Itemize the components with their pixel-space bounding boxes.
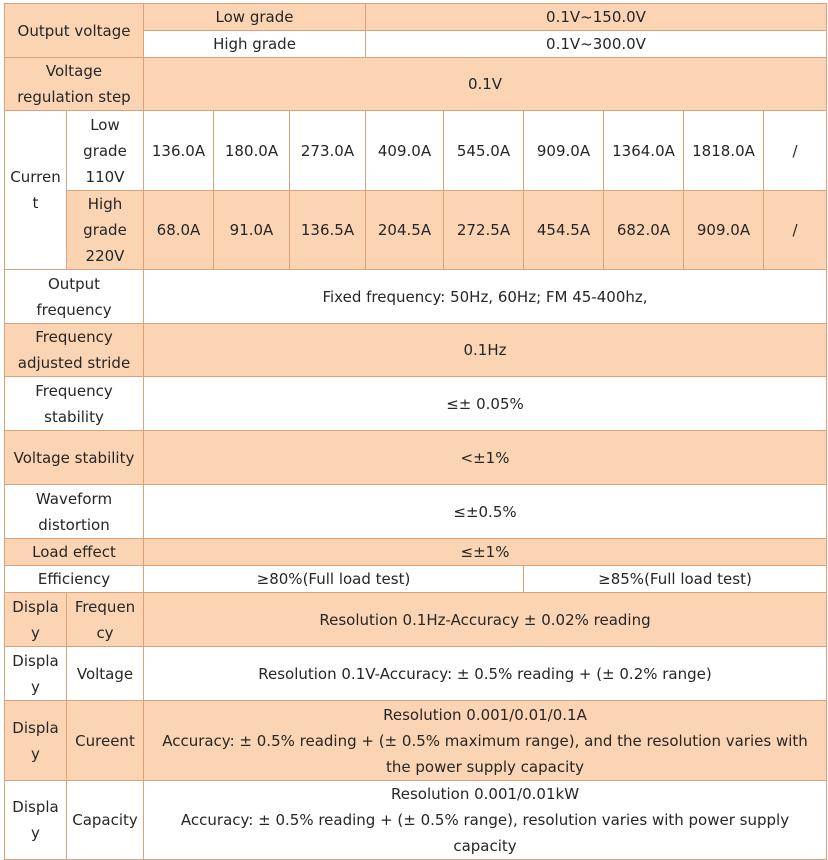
display-label: Display (5, 593, 67, 647)
current-high-value: 91.0A (214, 191, 290, 270)
efficiency-label: Efficiency (5, 566, 144, 593)
high-grade-voltage-value: 0.1V~300.0V (366, 31, 827, 58)
efficiency-row (5, 566, 827, 593)
frequency-stride-row (5, 324, 827, 377)
current-low-value: 136.0A (144, 111, 214, 191)
spec-table (4, 3, 827, 860)
high-grade-label: High grade (144, 31, 366, 58)
current-high-value: 204.5A (366, 191, 444, 270)
low-grade-voltage-value: 0.1V~150.0V (366, 4, 827, 31)
display-label: Display (5, 781, 67, 860)
current-low-value: 545.0A (444, 111, 524, 191)
frequency-stride-label: Frequency adjusted stride (5, 324, 144, 377)
current-low-row (5, 111, 827, 191)
voltage-step-value: 0.1V (144, 58, 827, 111)
output-frequency-row (5, 270, 827, 324)
display-voltage-row (5, 647, 827, 701)
current-low-value: 180.0A (214, 111, 290, 191)
output-frequency-value: Fixed frequency: 50Hz, 60Hz; FM 45-400hz, (144, 270, 827, 324)
display-frequency-row (5, 593, 827, 647)
current-low-value: 409.0A (366, 111, 444, 191)
display-current-sublabel: Cureent (67, 701, 144, 781)
waveform-distortion-value: ≤±0.5% (144, 485, 827, 539)
display-capacity-accuracy: Accuracy: ± 0.5% reading + (± 0.5% range), resolution varies with power supply capacity (180, 811, 790, 855)
display-voltage-sublabel: Voltage (67, 647, 144, 701)
current-high-grade-label: High grade 220V (67, 191, 144, 270)
display-frequency-value: Resolution 0.1Hz-Accuracy ± 0.02% reading (144, 593, 827, 647)
low-grade-label: Low grade (144, 4, 366, 31)
display-label: Display (5, 701, 67, 781)
frequency-stride-value: 0.1Hz (144, 324, 827, 377)
display-capacity-row (5, 781, 827, 860)
frequency-stability-label: Frequency stability (5, 377, 144, 431)
current-high-row (5, 191, 827, 270)
current-high-value: 682.0A (604, 191, 684, 270)
display-current-row (5, 701, 827, 781)
voltage-step-label: Voltage regulation step (5, 58, 144, 111)
current-label: Current (5, 111, 67, 270)
display-capacity-sublabel: Capacity (67, 781, 144, 860)
current-low-value: / (764, 111, 827, 191)
output-voltage-label: Output voltage (5, 4, 144, 58)
frequency-stability-value: ≤± 0.05% (144, 377, 827, 431)
current-low-value: 909.0A (524, 111, 604, 191)
current-high-value: 136.5A (290, 191, 366, 270)
display-frequency-sublabel: Frequency (67, 593, 144, 647)
current-low-grade-label: Low grade 110V (67, 111, 144, 191)
display-capacity-resolution: Resolution 0.001/0.01kW (390, 785, 580, 803)
display-label: Display (5, 647, 67, 701)
output-voltage-row-low (5, 4, 827, 31)
current-high-value: 272.5A (444, 191, 524, 270)
current-low-value: 1364.0A (604, 111, 684, 191)
load-effect-row (5, 539, 827, 566)
display-capacity-value (144, 781, 827, 860)
current-high-value: / (764, 191, 827, 270)
voltage-stability-row (5, 431, 827, 485)
display-current-accuracy: Accuracy: ± 0.5% reading + (± 0.5% maximum range), and the resolution varies with the power supply capacity (162, 731, 808, 776)
load-effect-value: ≤±1% (144, 539, 827, 566)
current-high-value: 909.0A (684, 191, 764, 270)
efficiency-value-a: ≥80%(Full load test) (144, 566, 524, 593)
voltage-stability-value: <±1% (144, 431, 827, 485)
display-current-resolution: Resolution 0.001/0.01/0.1A (383, 705, 587, 724)
load-effect-label: Load effect (5, 539, 144, 566)
voltage-step-row (5, 58, 827, 111)
waveform-distortion-label: Waveform distortion (5, 485, 144, 539)
current-high-value: 68.0A (144, 191, 214, 270)
current-low-value: 1818.0A (684, 111, 764, 191)
output-frequency-label: Output frequency (5, 270, 144, 324)
frequency-stability-row (5, 377, 827, 431)
waveform-distortion-row (5, 485, 827, 539)
current-low-value: 273.0A (290, 111, 366, 191)
display-voltage-value: Resolution 0.1V-Accuracy: ± 0.5% reading + (± 0.2% range) (144, 647, 827, 701)
display-current-value (144, 701, 827, 781)
efficiency-value-b: ≥85%(Full load test) (524, 566, 827, 593)
voltage-stability-label: Voltage stability (5, 431, 144, 485)
current-high-value: 454.5A (524, 191, 604, 270)
